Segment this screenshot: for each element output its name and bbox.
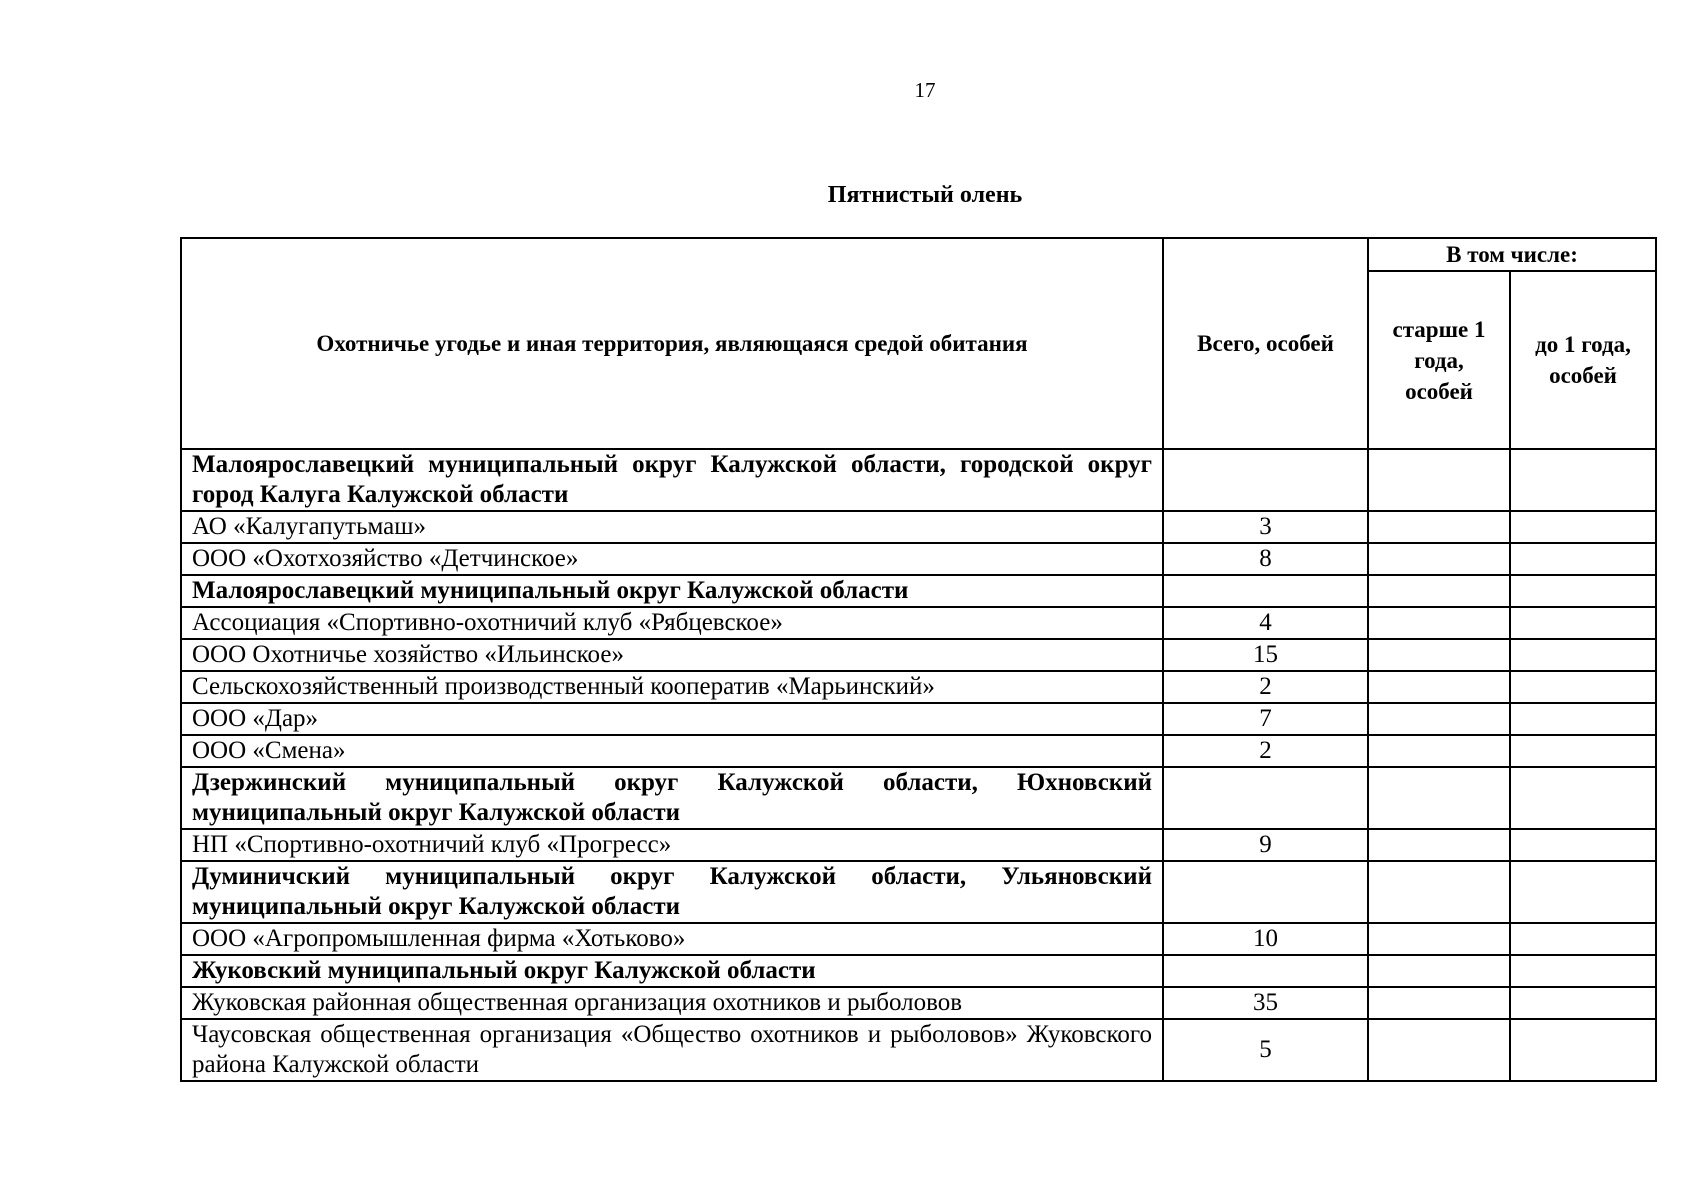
table-group-row [181,767,1656,829]
younger-cell [1510,987,1656,1019]
older-cell [1368,511,1510,543]
total-cell [1163,767,1368,829]
territory-name-cell: НП «Спортивно-охотничий клуб «Прогресс» [181,829,1163,861]
older-cell [1368,923,1510,955]
younger-cell [1510,735,1656,767]
total-cell [1163,575,1368,607]
younger-cell [1510,829,1656,861]
older-cell [1368,861,1510,923]
table-row [181,607,1656,639]
table-body [181,449,1656,1081]
territory-name-cell: Сельскохозяйственный производственный кооператив «Марьинский» [181,671,1163,703]
group-name-cell: Малоярославецкий муниципальный округ Калужской области [181,575,1163,607]
total-cell [1163,861,1368,923]
older-cell [1368,987,1510,1019]
table-group-row [181,861,1656,923]
table-group-row [181,955,1656,987]
table-group-row [181,575,1656,607]
older-cell [1368,449,1510,511]
header-older: старше 1 года, особей [1368,271,1510,449]
total-cell: 9 [1163,829,1368,861]
younger-cell [1510,543,1656,575]
territory-name-cell: Ассоциация «Спортивно-охотничий клуб «Рябцевское» [181,607,1163,639]
younger-cell [1510,1019,1656,1081]
group-name-cell: Дзержинский муниципальный округ Калужской области, Юхновский муниципальный округ Калужской области [181,767,1163,829]
total-cell: 15 [1163,639,1368,671]
younger-cell [1510,607,1656,639]
older-cell [1368,575,1510,607]
older-cell [1368,955,1510,987]
territory-name-cell: ООО «Агропромышленная фирма «Хотьково» [181,923,1163,955]
total-cell: 2 [1163,671,1368,703]
younger-cell [1510,639,1656,671]
page-number: 17 [914,78,936,102]
table-row [181,703,1656,735]
group-name-cell: Малоярославецкий муниципальный округ Калужской области, городской округ город Калуга Калужской области [181,449,1163,511]
total-cell: 10 [1163,923,1368,955]
table-row [181,639,1656,671]
document-title: Пятнистый олень [827,182,1023,208]
territory-name-cell: ООО «Дар» [181,703,1163,735]
header-younger: до 1 года, особей [1510,271,1656,449]
older-cell [1368,703,1510,735]
older-cell [1368,1019,1510,1081]
older-cell [1368,735,1510,767]
older-cell [1368,767,1510,829]
older-cell [1368,543,1510,575]
younger-cell [1510,923,1656,955]
table-row [181,735,1656,767]
total-cell: 3 [1163,511,1368,543]
total-cell: 35 [1163,987,1368,1019]
total-cell [1163,955,1368,987]
territory-name-cell: ООО Охотничье хозяйство «Ильинское» [181,639,1163,671]
table-row [181,671,1656,703]
header-total: Всего, особей [1163,238,1368,449]
table-row [181,511,1656,543]
table-group-row [181,449,1656,511]
header-including: В том числе: [1368,238,1656,271]
table-row [181,923,1656,955]
group-name-cell: Жуковский муниципальный округ Калужской области [181,955,1163,987]
younger-cell [1510,511,1656,543]
table-row [181,543,1656,575]
table-row [181,1019,1656,1081]
table-header-row [181,238,1656,271]
younger-cell [1510,861,1656,923]
total-cell: 2 [1163,735,1368,767]
territory-name-cell: Чаусовская общественная организация «Общество охотников и рыболовов» Жуковского района Калужской области [181,1019,1163,1081]
group-name-cell: Думиничский муниципальный округ Калужской области, Ульяновский муниципальный округ Калужской области [181,861,1163,923]
older-cell [1368,639,1510,671]
older-cell [1368,829,1510,861]
younger-cell [1510,703,1656,735]
territory-name-cell: Жуковская районная общественная организация охотников и рыболовов [181,987,1163,1019]
younger-cell [1510,955,1656,987]
younger-cell [1510,575,1656,607]
total-cell: 5 [1163,1019,1368,1081]
younger-cell [1510,671,1656,703]
older-cell [1368,671,1510,703]
total-cell: 8 [1163,543,1368,575]
younger-cell [1510,767,1656,829]
younger-cell [1510,449,1656,511]
older-cell [1368,607,1510,639]
table-row [181,829,1656,861]
population-table [180,237,1657,1082]
total-cell: 4 [1163,607,1368,639]
territory-name-cell: ООО «Охотхозяйство «Детчинское» [181,543,1163,575]
table-row [181,987,1656,1019]
territory-name-cell: ООО «Смена» [181,735,1163,767]
header-territory: Охотничье угодье и иная территория, являющаяся средой обитания [181,238,1163,449]
total-cell: 7 [1163,703,1368,735]
total-cell [1163,449,1368,511]
territory-name-cell: АО «Калугапутьмаш» [181,511,1163,543]
